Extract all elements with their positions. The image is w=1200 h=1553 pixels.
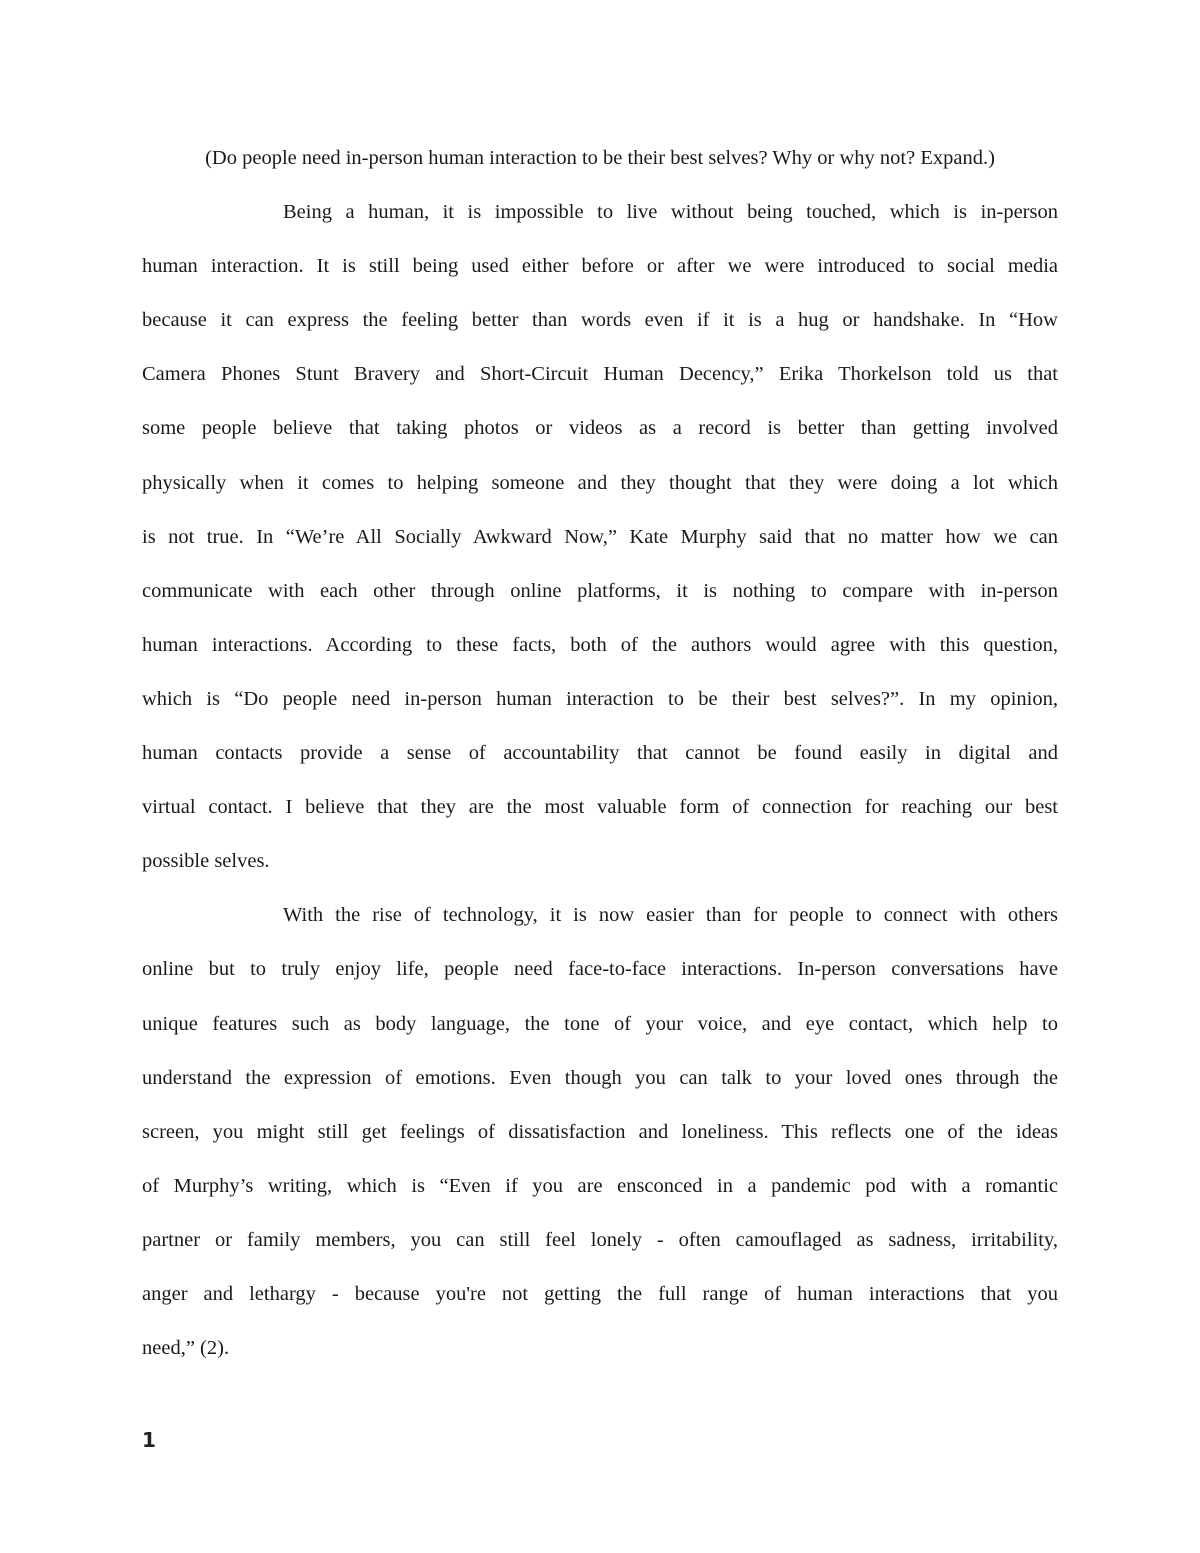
- text-line: anger and lethargy - because you're not getting the full range of human interactions that you: [142, 1282, 1058, 1305]
- text-line: online but to truly enjoy life, people need face-to-face interactions. In-person conversations have: [142, 958, 1058, 981]
- text-line: human interaction. It is still being used either before or after we were introduced to social media: [142, 255, 1058, 278]
- essay-body: [142, 185, 1058, 1375]
- text-line: partner or family members, you can still feel lonely - often camouflaged as sadness, irritability,: [142, 1228, 1058, 1251]
- text-line: some people believe that taking photos or videos as a record is better than getting involved: [142, 417, 1058, 440]
- page-number: 1: [142, 1428, 156, 1452]
- text-line: unique features such as body language, the tone of your voice, and eye contact, which help to: [142, 1012, 1058, 1035]
- text-line: of Murphy’s writing, which is “Even if you are ensconced in a pandemic pod with a romantic: [142, 1174, 1058, 1197]
- text-line: understand the expression of emotions. Even though you can talk to your loved ones through the: [142, 1066, 1058, 1089]
- essay-prompt: (Do people need in-person human interaction to be their best selves? Why or why not? Expand.): [205, 147, 995, 169]
- text-line: need,” (2).: [142, 1337, 230, 1360]
- text-line: With the rise of technology, it is now easier than for people to connect with others: [283, 904, 1058, 927]
- text-line: physically when it comes to helping someone and they thought that they were doing a lot which: [142, 471, 1058, 494]
- paragraph-2: [142, 888, 1058, 1375]
- text-line: virtual contact. I believe that they are the most valuable form of connection for reaching our best: [142, 796, 1058, 819]
- text-line: communicate with each other through online platforms, it is nothing to compare with in-person: [142, 579, 1058, 602]
- text-line: human interactions. According to these facts, both of the authors would agree with this question,: [142, 633, 1058, 656]
- text-line: Camera Phones Stunt Bravery and Short-Circuit Human Decency,” Erika Thorkelson told us that: [142, 363, 1058, 386]
- text-line: possible selves.: [142, 850, 270, 873]
- text-line: because it can express the feeling better than words even if it is a hug or handshake. In “How: [142, 309, 1058, 332]
- text-line: Being a human, it is impossible to live without being touched, which is in-person: [283, 201, 1058, 224]
- text-line: is not true. In “We’re All Socially Awkward Now,” Kate Murphy said that no matter how we can: [142, 525, 1058, 548]
- paragraph-1: [142, 185, 1058, 888]
- text-line: screen, you might still get feelings of dissatisfaction and loneliness. This reflects one of the ideas: [142, 1120, 1058, 1143]
- text-line: human contacts provide a sense of accountability that cannot be found easily in digital and: [142, 742, 1058, 765]
- text-line: which is “Do people need in-person human interaction to be their best selves?”. In my opinion,: [142, 687, 1058, 710]
